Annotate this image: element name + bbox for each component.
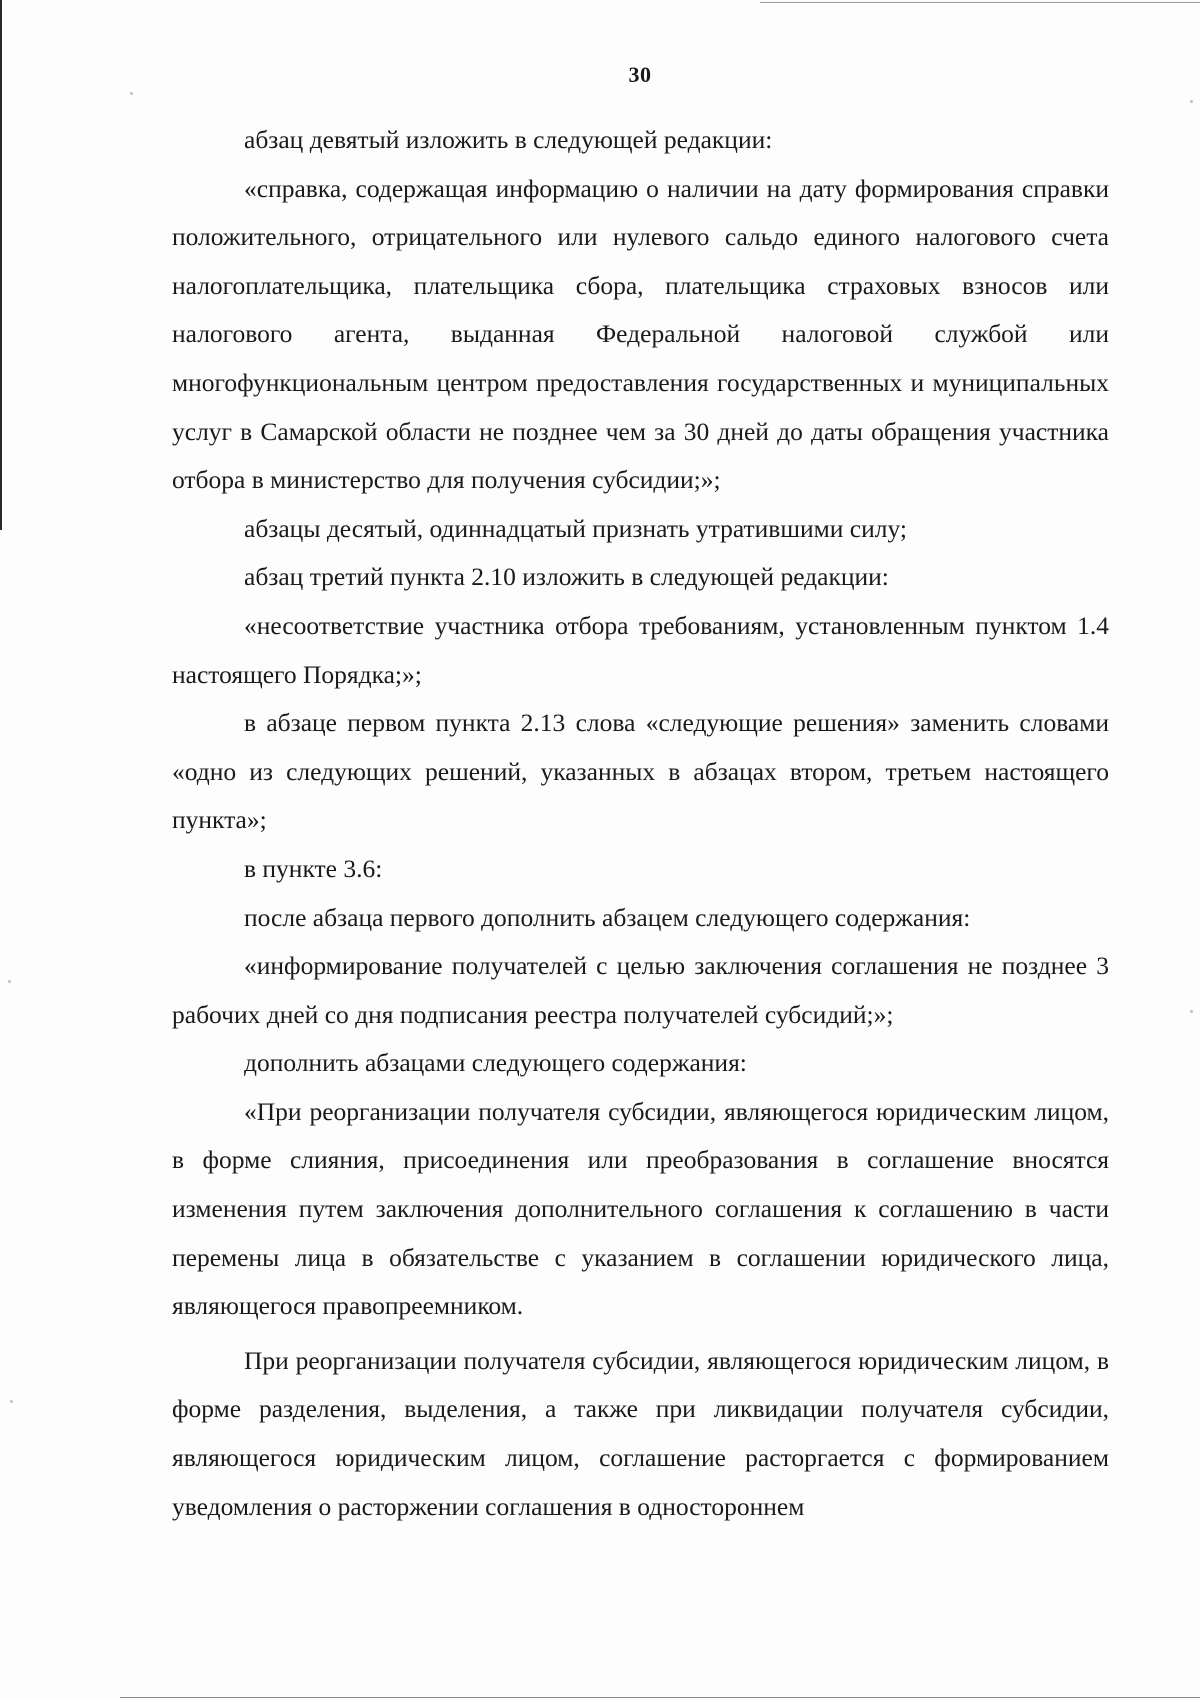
paragraph: в абзаце первом пункта 2.13 слова «следующие решения» заменить словами «одно из следующих решений, указанных в абзацах втором, третьем настоящего пункта»; — [172, 708, 1109, 835]
paragraph: абзацы десятый, одиннадцатый признать утратившими силу; — [244, 513, 907, 543]
scan-speckle — [130, 92, 133, 95]
scan-top-edge — [760, 2, 1200, 3]
paragraph: «При реорганизации получателя субсидии, являющегося юридическим лицом, в форме слияния, присоединения или преобразования в соглашение вносятся изменения путем заключения дополнительного соглашения к соглашению в части перемены лица в обязательстве с указанием в соглашении юридического лица, являющегося правопреемником. — [172, 1096, 1109, 1321]
scan-bottom-edge — [120, 1697, 1200, 1698]
paragraph: после абзаца первого дополнить абзацем следующего содержания: — [244, 902, 971, 932]
paragraph: в пункте 3.6: — [244, 853, 383, 883]
scan-speckle — [8, 980, 11, 983]
paragraph: дополнить абзацами следующего содержания: — [244, 1048, 747, 1078]
paragraph: «справка, содержащая информацию о наличии на дату формирования справки положительного, отрицательного или нулевого сальдо единого налогового счета налогоплательщика, плательщика сбора, плательщика страховых взносов или налогового агента, выданная Федеральной налоговой службой или многофункциональным центром предоставления государственных и муниципальных услуг в Самарской области не позднее чем за 30 дней до даты обращения участника отбора в министерство для получения субсидии;»; — [172, 173, 1109, 495]
paragraph: «несоответствие участника отбора требованиям, установленным пунктом 1.4 настоящего Порядка;»; — [172, 610, 1109, 689]
scan-speckle — [1190, 1010, 1193, 1013]
scan-speckle — [1190, 100, 1193, 103]
paragraph: абзац девятый изложить в следующей редакции: — [244, 125, 773, 154]
paragraph: При реорганизации получателя субсидии, являющегося юридическим лицом, в форме разделения, выделения, а также при ликвидации получателя субсидии, являющегося юридическим лицом, соглашение расторгается с формированием уведомления о расторжении соглашения в одностороннем — [172, 1345, 1109, 1521]
document-body — [172, 116, 1109, 1531]
page-number: 30 — [628, 62, 652, 87]
paragraph: «информирование получателей с целью заключения соглашения не позднее 3 рабочих дней со дня подписания реестра получателей субсидий;»; — [172, 951, 1109, 1029]
paragraph: абзац третий пункта 2.10 изложить в следующей редакции: — [244, 562, 889, 592]
scan-speckle — [10, 1400, 13, 1403]
